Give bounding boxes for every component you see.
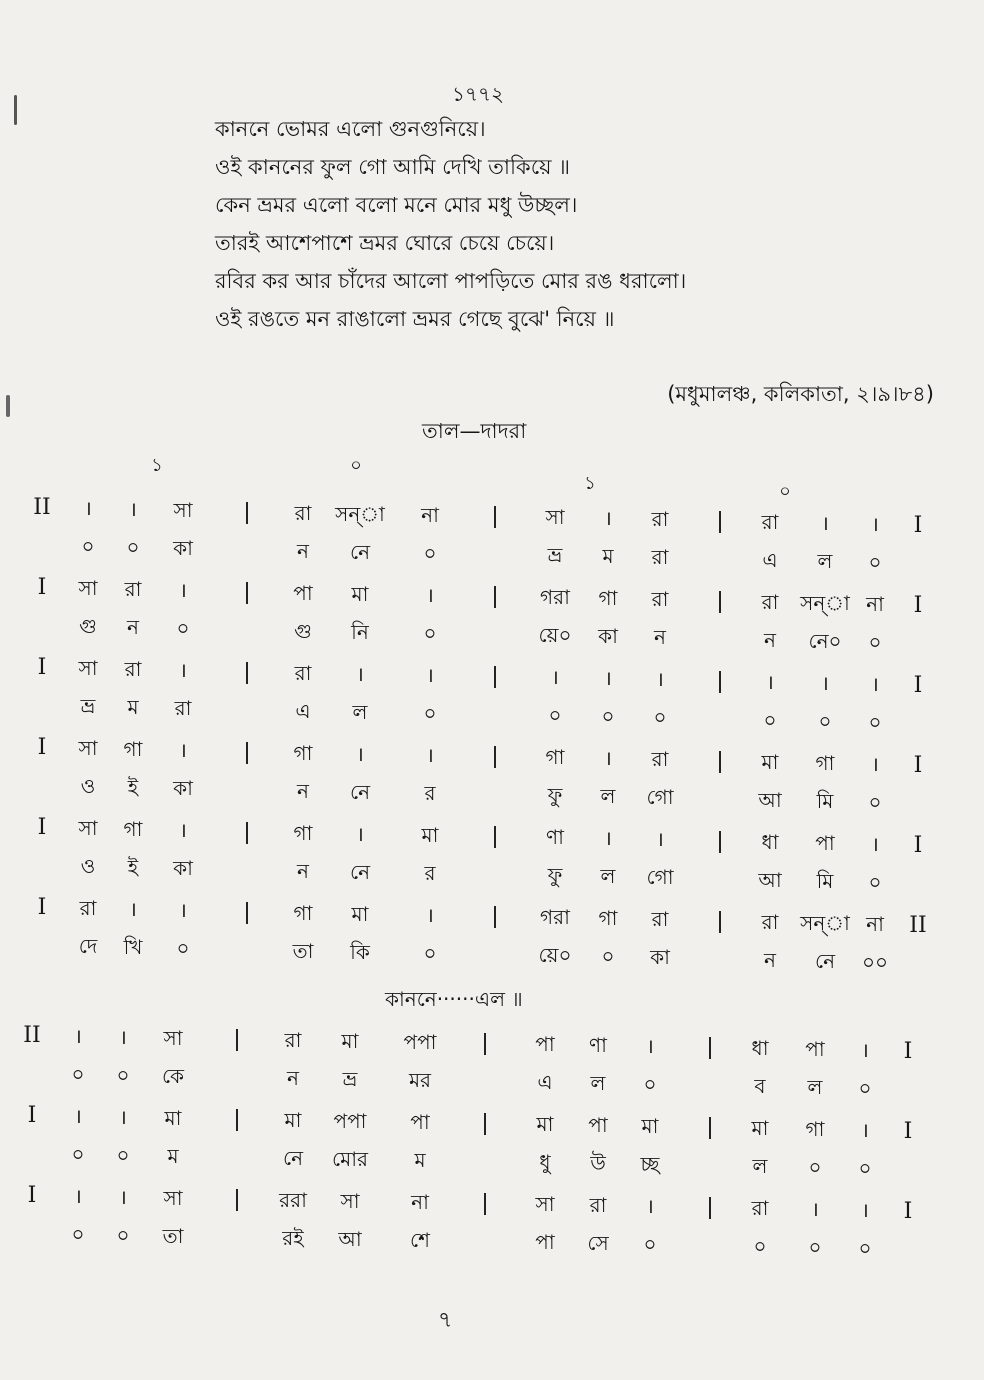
lyric-cell: কা	[598, 624, 618, 649]
lyric-cell: ০	[423, 940, 437, 965]
note-cell: না	[421, 502, 439, 527]
lyric-cell: ম	[167, 1144, 179, 1168]
lyric-cell: ও	[80, 854, 96, 879]
note-cell: রা	[761, 909, 779, 934]
bar-line	[484, 1113, 486, 1135]
lyric-cell: ০	[601, 944, 615, 969]
bar-line	[709, 1117, 711, 1139]
note-cell: গরা	[540, 905, 570, 930]
lyric-cell: ০	[868, 789, 882, 814]
lyric-cell: ০	[858, 1156, 872, 1180]
bar-line	[719, 671, 721, 693]
lyric-cell: ন	[287, 1066, 299, 1090]
bar-line	[494, 666, 496, 688]
lyric-cell: ম	[127, 695, 139, 720]
lyric-cell: ০	[858, 1076, 872, 1100]
note-cell: ।	[129, 497, 137, 522]
note-cell: ।	[426, 582, 434, 607]
bar-line	[236, 1109, 238, 1131]
note-cell: ।	[821, 510, 829, 535]
note-cell: ।	[871, 671, 879, 696]
poem-line: ওই কাননের ফুল গো আমি দেখি তাকিয়ে ॥	[215, 155, 571, 179]
note-cell: সা	[78, 656, 98, 681]
lyric-cell: আ	[758, 787, 782, 812]
lyric-cell: চ্ছ	[640, 1152, 660, 1176]
note-cell: ।	[604, 506, 612, 531]
lyric-cell: য়ে০	[538, 623, 572, 648]
lyric-cell: গো	[646, 865, 674, 890]
note-cell: ধা	[751, 1036, 769, 1060]
bar-line	[719, 911, 721, 933]
lyric-cell: রই	[282, 1226, 304, 1250]
lyric-cell: ০	[808, 1155, 822, 1179]
section-mark: II	[33, 495, 51, 520]
lyric-cell: ০	[423, 540, 437, 565]
note-cell: রা	[651, 907, 669, 932]
note-cell: গা	[123, 817, 143, 842]
lyric-cell: ০	[868, 709, 882, 734]
section-mark: I	[913, 513, 923, 538]
section-mark: I	[913, 753, 923, 778]
note-cell: ররা	[279, 1188, 307, 1212]
note-cell: ।	[646, 1194, 654, 1218]
lyric-cell: ল	[590, 1071, 606, 1095]
note-cell: গা	[805, 1117, 825, 1141]
lyric-cell: ব	[754, 1074, 766, 1098]
section-mark: I	[913, 593, 923, 618]
lyric-cell: ০	[601, 704, 615, 729]
lyric-cell: র	[424, 780, 436, 805]
bar-line	[709, 1037, 711, 1059]
note-cell: মা	[536, 1112, 554, 1136]
note-cell: ।	[119, 1185, 127, 1209]
lyric-cell: কা	[173, 856, 193, 881]
poem-line: কাননে ভোমর এলো গুনগুনিয়ে।	[215, 117, 486, 141]
bar-line	[246, 582, 248, 604]
note-cell: ।	[356, 661, 364, 686]
lyric-cell: ল	[807, 1075, 823, 1099]
note-cell: সন্‌া	[800, 590, 850, 615]
poem-line: তারই আশেপাশে ভ্রমর ঘোরে চেয়ে চেয়ে।	[215, 231, 555, 255]
note-cell: গা	[293, 740, 313, 765]
note-cell: পা	[805, 1037, 825, 1061]
bar-line	[246, 502, 248, 524]
note-cell: ।	[119, 1025, 127, 1049]
note-cell: মা	[641, 1114, 659, 1138]
bar-line	[494, 826, 496, 848]
beat-mark: ০	[779, 481, 791, 502]
lyric-cell: রা	[174, 696, 192, 721]
lyric-cell: ন	[297, 858, 309, 883]
lyric-cell: দে	[78, 934, 98, 959]
note-cell: সা	[173, 498, 193, 523]
note-cell: ।	[871, 751, 879, 776]
lyric-cell: ০	[176, 616, 190, 641]
note-cell: ।	[119, 1105, 127, 1129]
note-cell: গা	[815, 750, 835, 775]
beat-mark: ০	[350, 455, 362, 476]
bar-line	[246, 662, 248, 684]
lyric-cell: র	[424, 860, 436, 885]
note-cell: সা	[545, 505, 565, 530]
lyric-cell: ল	[752, 1154, 768, 1178]
note-cell: সা	[78, 816, 98, 841]
lyric-cell: খি	[123, 935, 143, 960]
lyric-cell: কি	[350, 939, 370, 964]
lyric-cell: ন	[654, 625, 666, 650]
lyric-cell: ০	[868, 869, 882, 894]
lyric-cell: আ	[758, 867, 782, 892]
lyric-cell: রা	[651, 545, 669, 570]
lyric-cell: আ	[338, 1227, 362, 1251]
note-cell: পা	[588, 1113, 608, 1137]
bar-line	[494, 506, 496, 528]
note-cell: মা	[164, 1106, 182, 1130]
bar-line	[484, 1193, 486, 1215]
note-cell: রা	[751, 1196, 769, 1220]
note-cell: ।	[604, 666, 612, 691]
note-cell: ।	[179, 818, 187, 843]
note-cell: মা	[284, 1108, 302, 1132]
note-cell: রা	[651, 587, 669, 612]
note-cell: মা	[421, 822, 439, 847]
note-cell: রা	[284, 1028, 302, 1052]
bar-line	[246, 902, 248, 924]
bar-line	[246, 822, 248, 844]
lyric-cell: ন	[297, 538, 309, 563]
poem-line: ওই রঙতে মন রাঙালো ভ্রমর গেছে বুঝে' নিয়ে ॥	[215, 307, 615, 331]
lyric-cell: কা	[173, 776, 193, 801]
note-cell: রা	[294, 660, 312, 685]
lyric-cell: ০	[116, 1143, 130, 1167]
note-cell: ।	[179, 658, 187, 683]
refrain-line: কাননে······এল ॥	[385, 987, 523, 1011]
lyric-cell: গু	[294, 618, 312, 643]
lyric-cell: ০	[423, 620, 437, 645]
note-cell: সা	[78, 576, 98, 601]
note-cell: ।	[426, 902, 434, 927]
bar-line	[719, 751, 721, 773]
note-cell: সা	[78, 736, 98, 761]
note-cell: ধা	[761, 829, 779, 854]
lyric-cell: এ	[537, 1070, 553, 1094]
note-cell: সা	[163, 1026, 183, 1050]
lyric-cell: ল	[352, 699, 368, 724]
lyric-cell: ভ্র	[342, 1067, 358, 1091]
note-cell: ।	[871, 511, 879, 536]
section-mark: I	[27, 1183, 37, 1208]
lyric-cell: কা	[650, 945, 670, 970]
lyric-cell: পা	[535, 1230, 555, 1254]
lyric-cell: উ	[590, 1151, 606, 1175]
note-cell: সা	[535, 1192, 555, 1216]
lyric-cell: নে	[349, 859, 371, 884]
lyric-cell: ন	[297, 778, 309, 803]
lyric-cell: ০	[643, 1072, 657, 1096]
note-cell: সন্‌া	[335, 501, 385, 526]
lyric-cell: মি	[816, 788, 834, 813]
lyric-cell: ০	[643, 1232, 657, 1256]
bar-line	[709, 1197, 711, 1219]
note-cell: ।	[74, 1184, 82, 1208]
section-mark: II	[909, 913, 927, 938]
page-number-top: ১৭৭২	[452, 82, 504, 106]
note-cell: ।	[861, 1038, 869, 1062]
note-cell: ।	[179, 738, 187, 763]
note-cell: ।	[84, 496, 92, 521]
note-cell: ।	[356, 821, 364, 846]
lyric-cell: গো	[646, 785, 674, 810]
bar-line	[719, 591, 721, 613]
lyric-cell: মর	[408, 1068, 432, 1092]
bar-line	[494, 746, 496, 768]
lyric-cell: য়ে০	[538, 943, 572, 968]
note-cell: সন্‌া	[800, 910, 850, 935]
note-cell: ।	[426, 742, 434, 767]
lyric-cell: মোর	[331, 1147, 369, 1171]
note-cell: রা	[294, 500, 312, 525]
note-cell: গা	[293, 820, 313, 845]
lyric-cell: কে	[161, 1064, 185, 1088]
note-cell: ।	[766, 669, 774, 694]
note-cell: রা	[761, 589, 779, 614]
poem-line: রবির কর আর চাঁদের আলো পাপড়িতে মোর রঙ ধরালো।	[215, 269, 687, 293]
lyric-cell: ০	[763, 707, 777, 732]
section-mark: I	[37, 815, 47, 840]
lyric-cell: ০	[71, 1142, 85, 1166]
lyric-cell: ০	[868, 629, 882, 654]
section-mark: I	[913, 833, 923, 858]
lyric-cell: ন	[764, 627, 776, 652]
lyric-cell: ০	[116, 1063, 130, 1087]
note-cell: না	[866, 911, 884, 936]
note-cell: রা	[124, 657, 142, 682]
lyric-cell: গু	[79, 614, 97, 639]
lyric-cell: ই	[127, 775, 139, 800]
lyric-cell: ০	[753, 1234, 767, 1258]
bar-line	[236, 1189, 238, 1211]
lyric-cell: ০০	[861, 949, 889, 974]
note-cell: ।	[74, 1104, 82, 1128]
bar-line	[494, 906, 496, 928]
lyric-cell: ০	[176, 936, 190, 961]
note-cell: পা	[535, 1032, 555, 1056]
lyric-cell: ন	[127, 615, 139, 640]
note-cell: ।	[861, 1118, 869, 1142]
lyric-cell: ০	[818, 708, 832, 733]
poem-line: কেন ভ্রমর এলো বলো মনে মোর মধু উচ্ছল।	[215, 193, 578, 217]
section-mark: I	[37, 575, 47, 600]
lyric-cell: ই	[127, 855, 139, 880]
note-cell: মা	[761, 749, 779, 774]
note-cell: গা	[545, 745, 565, 770]
note-cell: গা	[598, 906, 618, 931]
lyric-cell: নে০	[808, 628, 842, 653]
note-cell: গরা	[540, 585, 570, 610]
lyric-cell: সে	[587, 1231, 609, 1255]
lyric-cell: ০	[868, 549, 882, 574]
lyric-cell: ম	[602, 544, 614, 569]
note-cell: ।	[604, 826, 612, 851]
note-cell: পা	[293, 580, 313, 605]
lyric-cell: ০	[653, 705, 667, 730]
lyric-cell: শে	[410, 1228, 430, 1252]
lyric-cell: ফু	[547, 783, 563, 808]
note-cell: সা	[163, 1186, 183, 1210]
lyric-cell: ০	[126, 535, 140, 560]
section-mark: I	[903, 1039, 913, 1064]
bar-line	[719, 511, 721, 533]
lyric-cell: ০	[71, 1062, 85, 1086]
note-cell: গা	[598, 586, 618, 611]
note-cell: ।	[179, 578, 187, 603]
note-cell: পা	[815, 830, 835, 855]
lyric-cell: ০	[548, 703, 562, 728]
section-mark: II	[23, 1023, 41, 1048]
lyric-cell: ০	[116, 1223, 130, 1247]
note-cell: রা	[761, 509, 779, 534]
lyric-cell: ভ্র	[80, 694, 96, 719]
lyric-cell: ০	[71, 1222, 85, 1246]
lyric-cell: নে	[349, 539, 371, 564]
note-cell: ।	[551, 665, 559, 690]
note-cell: মা	[351, 581, 369, 606]
lyric-cell: ০	[423, 700, 437, 725]
note-cell: পপা	[333, 1109, 367, 1133]
note-cell: মা	[341, 1029, 359, 1053]
lyric-cell: এ	[762, 547, 778, 572]
note-cell: গা	[123, 737, 143, 762]
lyric-cell: নে	[814, 948, 836, 973]
note-cell: রা	[589, 1193, 607, 1217]
lyric-cell: তা	[162, 1224, 184, 1248]
beat-mark: ১	[151, 455, 163, 476]
note-cell: ।	[871, 831, 879, 856]
lyric-cell: নে	[282, 1146, 304, 1170]
section-mark: I	[37, 735, 47, 760]
note-cell: ।	[861, 1198, 869, 1222]
bar-line	[236, 1029, 238, 1051]
lyric-cell: ন	[764, 947, 776, 972]
note-cell: গা	[293, 900, 313, 925]
section-mark: I	[27, 1103, 37, 1128]
note-cell: রা	[124, 577, 142, 602]
section-mark: I	[37, 895, 47, 920]
note-cell: ।	[656, 827, 664, 852]
section-mark: I	[903, 1199, 913, 1224]
lyric-cell: ০	[81, 534, 95, 559]
lyric-cell: ম	[414, 1148, 426, 1172]
note-cell: ।	[356, 741, 364, 766]
note-cell: রা	[651, 507, 669, 532]
lyric-cell: ০	[808, 1235, 822, 1259]
note-cell: ।	[179, 898, 187, 923]
note-cell: ।	[821, 670, 829, 695]
lyric-cell: তা	[292, 938, 314, 963]
lyric-cell: ০	[858, 1236, 872, 1260]
lyric-cell: নে	[349, 779, 371, 804]
lyric-cell: এ	[295, 698, 311, 723]
tala-heading: তাল—দাদরা	[422, 419, 527, 443]
note-cell: রা	[651, 747, 669, 772]
lyric-cell: ল	[600, 784, 616, 809]
note-cell: না	[411, 1190, 429, 1214]
lyric-cell: ল	[600, 864, 616, 889]
note-cell: মা	[751, 1116, 769, 1140]
lyric-cell: ভ্র	[547, 543, 563, 568]
bar-line	[246, 742, 248, 764]
note-cell: ।	[811, 1197, 819, 1221]
note-cell: মা	[351, 901, 369, 926]
lyric-cell: ল	[817, 548, 833, 573]
source-credit: (মধুমালঞ্চ, কলিকাতা, ২।৯।৮৪)	[667, 382, 934, 406]
note-cell: ।	[604, 746, 612, 771]
note-cell: রা	[79, 896, 97, 921]
bar-line	[494, 586, 496, 608]
note-cell: ণা	[589, 1033, 607, 1057]
beat-mark: ১	[584, 473, 596, 494]
page-number-bottom: ৭	[438, 1308, 453, 1333]
note-cell: ।	[74, 1024, 82, 1048]
lyric-cell: নি	[351, 619, 369, 644]
note-cell: না	[866, 591, 884, 616]
lyric-cell: কা	[173, 536, 193, 561]
lyric-cell: ধু	[539, 1150, 551, 1174]
lyric-cell: ও	[80, 774, 96, 799]
note-cell: ।	[129, 897, 137, 922]
note-cell: পপা	[403, 1030, 437, 1054]
note-cell: সা	[340, 1189, 360, 1213]
bar-line	[484, 1033, 486, 1055]
note-cell: ।	[656, 667, 664, 692]
note-cell: ।	[646, 1034, 654, 1058]
section-mark: I	[37, 655, 47, 680]
bar-line	[719, 831, 721, 853]
note-cell: পা	[410, 1110, 430, 1134]
lyric-cell: মি	[816, 868, 834, 893]
lyric-cell: ফু	[547, 863, 563, 888]
note-cell: ণা	[546, 825, 564, 850]
section-mark: I	[913, 673, 923, 698]
section-mark: I	[903, 1119, 913, 1144]
note-cell: ।	[426, 662, 434, 687]
